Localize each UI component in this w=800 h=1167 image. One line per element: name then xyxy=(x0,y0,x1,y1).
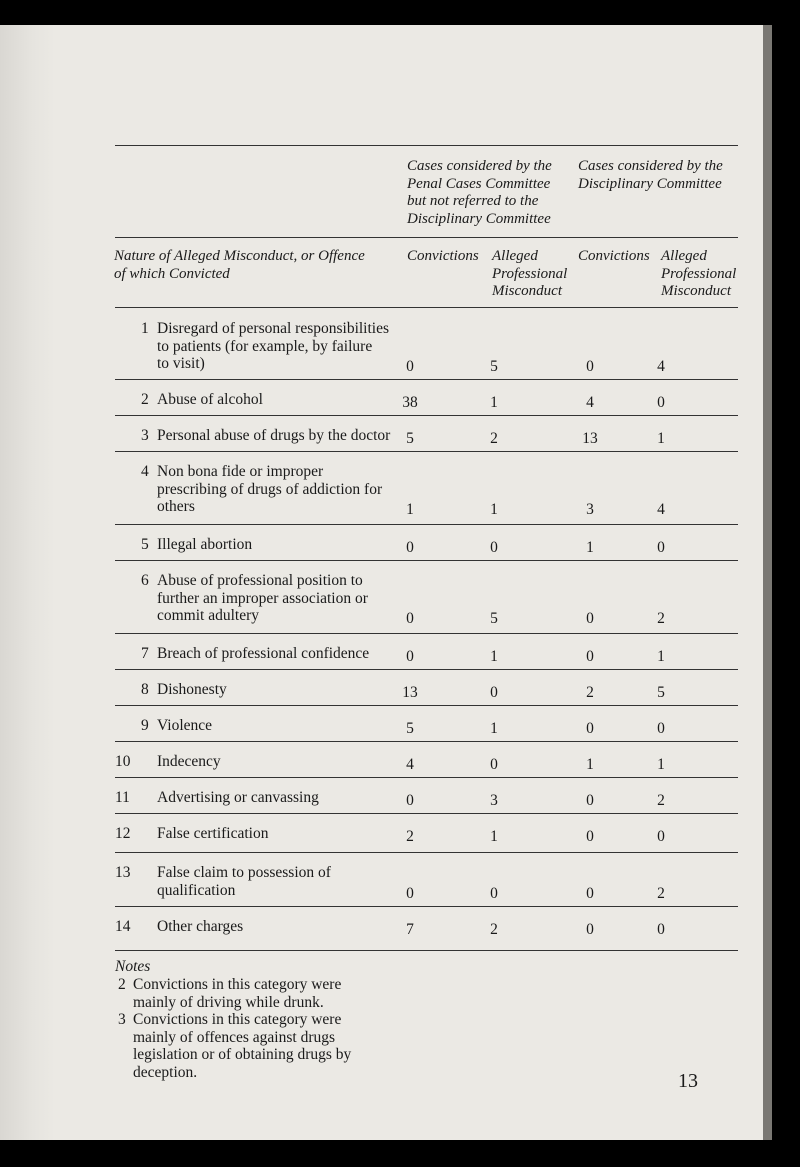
row-rule xyxy=(115,560,738,561)
header-bottom-rule xyxy=(115,307,738,308)
cell-value: 0 xyxy=(657,828,665,845)
column-header-alleged-line: Alleged xyxy=(661,248,707,264)
cell-value: 5 xyxy=(406,720,414,737)
column-header-convictions: Convictions xyxy=(578,248,650,264)
row-label-line: Disregard of personal responsibilities xyxy=(157,320,390,337)
row-label-line: Abuse of professional position to xyxy=(157,572,363,589)
cell-value: 5 xyxy=(490,358,498,375)
row-label-line: to visit) xyxy=(157,355,205,372)
row-label-line: Indecency xyxy=(157,753,221,770)
column-header-alleged-line: Professional xyxy=(492,265,568,282)
column-header-convictions: Convictions xyxy=(407,248,479,264)
row-label-line: to patients (for example, by failure xyxy=(157,337,373,355)
cell-value: 0 xyxy=(490,756,498,773)
row-rule xyxy=(115,741,738,742)
cell-value: 2 xyxy=(586,684,594,701)
row-label-line: Abuse of alcohol xyxy=(157,391,263,408)
cell-value: 2 xyxy=(490,430,498,447)
column-header-alleged-line: Professional xyxy=(661,265,737,282)
note-line: Convictions in this category were xyxy=(133,1011,342,1028)
note-line: deception. xyxy=(133,1063,198,1081)
cell-value: 1 xyxy=(657,756,665,773)
row-number: 8 xyxy=(141,681,149,698)
cell-value: 2 xyxy=(657,792,665,809)
cell-value: 0 xyxy=(406,884,414,902)
cell-value: 0 xyxy=(490,684,498,701)
cell-value: 13 xyxy=(582,430,598,447)
column-header-alleged-line: Misconduct xyxy=(661,283,731,299)
row-number: 4 xyxy=(141,463,149,480)
cell-value: 4 xyxy=(657,358,665,375)
cell-value: 1 xyxy=(406,501,414,518)
cell-value: 1 xyxy=(490,720,498,737)
cell-value: 3 xyxy=(490,792,498,809)
page-spine xyxy=(0,25,55,1140)
row-label-line: False certification xyxy=(157,825,269,842)
cell-value: 1 xyxy=(586,756,594,773)
group-header-penal-line: but not referred to the xyxy=(407,193,539,209)
row-rule xyxy=(115,451,738,452)
row-label-line: Non bona fide or improper xyxy=(157,463,324,480)
cell-value: 0 xyxy=(586,921,594,938)
group-header-penal-line: Disciplinary Committee xyxy=(407,210,551,227)
row-number: 3 xyxy=(141,427,149,444)
cell-value: 2 xyxy=(657,884,665,902)
row-label-line: qualification xyxy=(157,881,236,899)
row-number: 7 xyxy=(141,645,149,662)
row-number: 13 xyxy=(115,864,131,881)
row-number: 10 xyxy=(115,753,131,770)
cell-value: 1 xyxy=(490,394,498,411)
page-edge xyxy=(763,25,772,1140)
cell-value: 0 xyxy=(586,720,594,737)
page-number: 13 xyxy=(678,1070,698,1092)
row-rule xyxy=(115,415,738,416)
cell-value: 0 xyxy=(490,884,498,902)
row-label-line: Advertising or canvassing xyxy=(157,789,319,806)
row-rule xyxy=(115,906,738,907)
column-header-nature-line: Nature of Alleged Misconduct, or Offence xyxy=(114,248,365,264)
cell-value: 0 xyxy=(586,610,594,627)
notes-title: Notes xyxy=(115,958,151,975)
cell-value: 0 xyxy=(586,792,594,809)
note-line: mainly of offences against drugs xyxy=(133,1028,336,1046)
cell-value: 0 xyxy=(586,828,594,845)
header-rule xyxy=(115,237,738,238)
cell-value: 7 xyxy=(406,921,414,938)
cell-value: 0 xyxy=(586,884,594,902)
group-header-penal-line: Penal Cases Committee xyxy=(407,175,551,192)
note-number: 3 xyxy=(118,1011,126,1028)
cell-value: 0 xyxy=(657,539,665,556)
row-label-line: Dishonesty xyxy=(157,681,227,698)
row-number: 6 xyxy=(141,572,149,589)
row-rule xyxy=(115,633,738,634)
cell-value: 2 xyxy=(490,921,498,938)
cell-value: 38 xyxy=(402,394,418,411)
cell-value: 4 xyxy=(657,501,665,518)
cell-value: 1 xyxy=(586,539,594,556)
row-number: 11 xyxy=(115,789,130,806)
cell-value: 0 xyxy=(406,539,414,556)
table-top-rule xyxy=(115,145,738,146)
row-label-line: Personal abuse of drugs by the doctor xyxy=(157,427,391,444)
row-number: 1 xyxy=(141,320,149,337)
group-header-penal-line: Cases considered by the xyxy=(407,158,552,174)
cell-value: 0 xyxy=(657,394,665,411)
row-label-line: Illegal abortion xyxy=(157,536,253,553)
row-label-line: prescribing of drugs of addiction for xyxy=(157,480,383,498)
column-header-alleged-line: Misconduct xyxy=(492,283,562,299)
cell-value: 1 xyxy=(490,828,498,845)
cell-value: 0 xyxy=(657,720,665,737)
cell-value: 4 xyxy=(406,756,414,773)
cell-value: 13 xyxy=(402,684,418,701)
row-label-line: Violence xyxy=(157,717,213,734)
cell-value: 4 xyxy=(586,394,594,411)
row-label-line: False claim to possession of xyxy=(157,864,331,881)
cell-value: 3 xyxy=(586,501,594,518)
note-line: Convictions in this category were xyxy=(133,976,342,993)
row-number: 9 xyxy=(141,717,149,734)
row-label-line: commit adultery xyxy=(157,607,260,624)
cell-value: 0 xyxy=(406,792,414,809)
row-number: 2 xyxy=(141,391,149,408)
group-header-disciplinary-line: Disciplinary Committee xyxy=(578,175,722,192)
row-rule xyxy=(115,777,738,778)
group-header-disciplinary-line: Cases considered by the xyxy=(578,158,723,174)
cell-value: 2 xyxy=(657,610,665,627)
row-label-line: Other charges xyxy=(157,918,244,935)
row-rule xyxy=(115,813,738,814)
row-rule xyxy=(115,705,738,706)
note-line: mainly of driving while drunk. xyxy=(133,993,324,1011)
row-number: 5 xyxy=(141,536,149,553)
row-label-line: Breach of professional confidence xyxy=(157,645,370,662)
row-label-line: further an improper association or xyxy=(157,589,368,607)
note-number: 2 xyxy=(118,976,126,993)
row-rule xyxy=(115,669,738,670)
cell-value: 0 xyxy=(406,610,414,627)
cell-value: 5 xyxy=(657,684,665,701)
row-number: 14 xyxy=(115,918,131,935)
cell-value: 2 xyxy=(406,828,414,845)
row-rule xyxy=(115,950,738,951)
cell-value: 1 xyxy=(657,430,665,447)
cell-value: 0 xyxy=(406,358,414,375)
cell-value: 5 xyxy=(406,430,414,447)
cell-value: 5 xyxy=(490,610,498,627)
row-rule xyxy=(115,524,738,525)
cell-value: 1 xyxy=(490,648,498,665)
cell-value: 0 xyxy=(586,648,594,665)
column-header-alleged-line: Alleged xyxy=(492,248,538,264)
column-header-nature-line: of which Convicted xyxy=(114,265,230,282)
cell-value: 0 xyxy=(657,921,665,938)
row-label-line: others xyxy=(157,498,195,515)
cell-value: 0 xyxy=(406,648,414,665)
cell-value: 1 xyxy=(657,648,665,665)
row-rule xyxy=(115,379,738,380)
row-rule xyxy=(115,852,738,853)
cell-value: 1 xyxy=(490,501,498,518)
cell-value: 0 xyxy=(490,539,498,556)
cell-value: 0 xyxy=(586,358,594,375)
note-line: legislation or of obtaining drugs by xyxy=(133,1046,352,1063)
row-number: 12 xyxy=(115,825,131,842)
